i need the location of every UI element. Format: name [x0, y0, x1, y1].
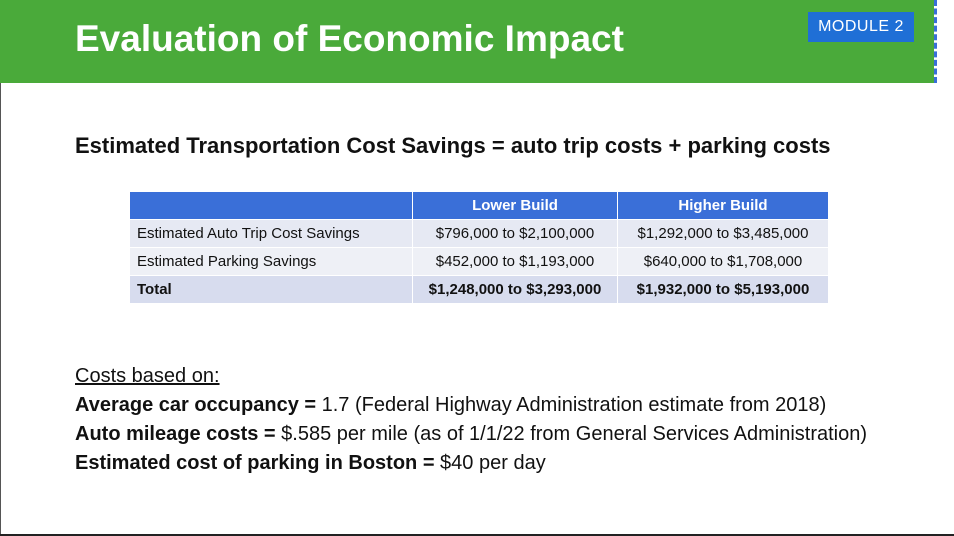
table-cell: $640,000 to $1,708,000: [618, 248, 829, 276]
table-header-cell: Higher Build: [618, 192, 829, 220]
table-row: [130, 220, 829, 248]
table-cell: $1,292,000 to $3,485,000: [618, 220, 829, 248]
note-value: $40 per day: [434, 452, 546, 474]
cost-notes: [75, 362, 867, 478]
row-label: Estimated Parking Savings: [130, 248, 413, 276]
slide-subtitle: Estimated Transportation Cost Savings = auto trip costs + parking costs: [75, 133, 831, 158]
module-badge: MODULE 2: [808, 12, 914, 42]
row-label: Total: [130, 276, 413, 304]
note-label: Average car occupancy =: [75, 394, 317, 416]
header-right-strip: [934, 0, 954, 83]
note-line: [75, 449, 867, 478]
header-band: [0, 0, 934, 83]
table-row: [130, 248, 829, 276]
table-total-row: [130, 276, 829, 304]
note-label: Estimated cost of parking in Boston =: [75, 452, 435, 474]
note-line: [75, 420, 867, 449]
page-title: Evaluation of Economic Impact: [75, 18, 624, 59]
table-cell: $1,932,000 to $5,193,000: [618, 276, 829, 304]
table-cell: $452,000 to $1,193,000: [413, 248, 618, 276]
note-value: $.585 per mile (as of 1/1/22 from General Services Administration): [275, 423, 868, 445]
row-label: Estimated Auto Trip Cost Savings: [130, 220, 413, 248]
note-label: Auto mileage costs =: [75, 423, 276, 445]
dashed-divider: [934, 0, 937, 83]
table-header-cell: Lower Build: [413, 192, 618, 220]
table-cell: $796,000 to $2,100,000: [413, 220, 618, 248]
note-value: 1.7 (Federal Highway Administration estimate from 2018): [316, 394, 827, 416]
savings-table: [129, 191, 829, 304]
table-cell: $1,248,000 to $3,293,000: [413, 276, 618, 304]
table-header-cell: [130, 192, 413, 220]
notes-heading: Costs based on:: [75, 365, 220, 387]
table-header-row: [130, 192, 829, 220]
note-line: [75, 391, 867, 420]
